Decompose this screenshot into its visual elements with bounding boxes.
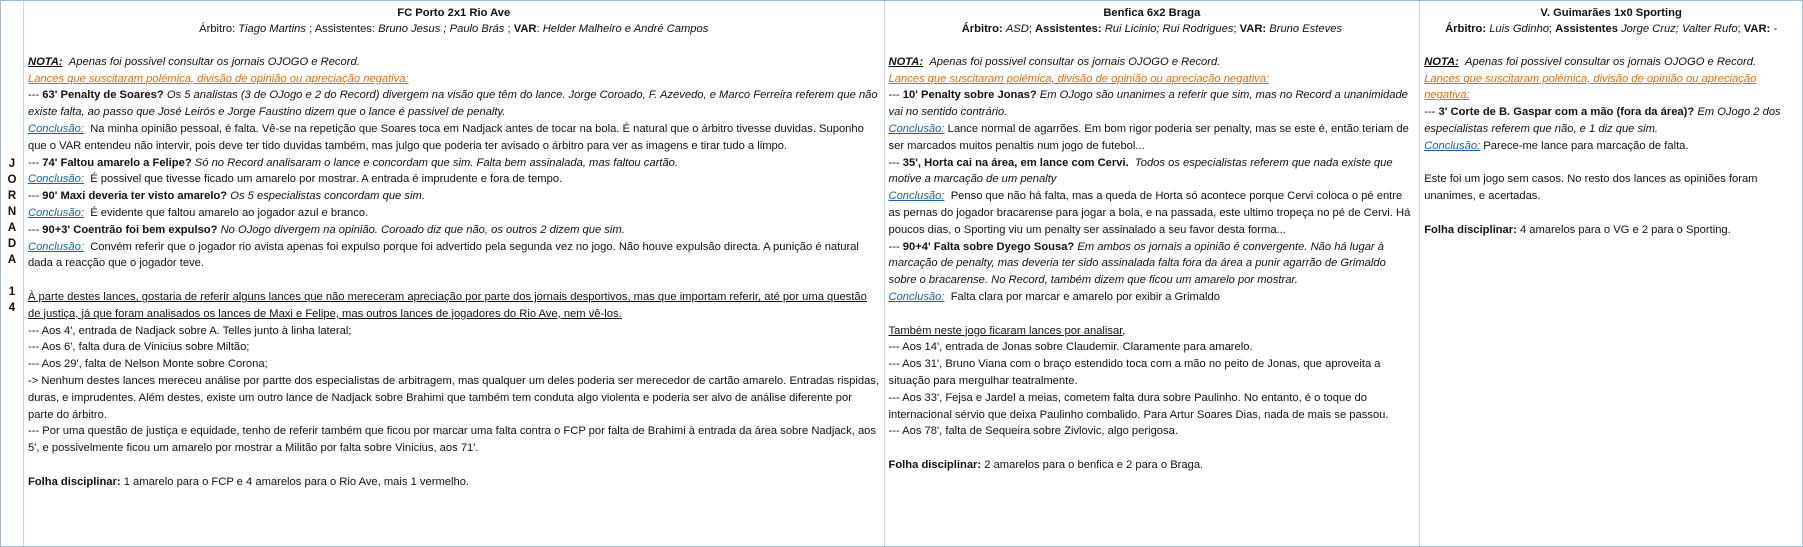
lances-heading: Lances que suscitaram polémica, divisão de opinião ou apreciação negativa:	[1424, 72, 1757, 102]
game-column-guimaraes-sporting	[1420, 1, 1802, 546]
referees-line: Árbitro: Tiago Martins ; Assistentes: Bruno Jesus ; Paulo Brás ; VAR: Helder Malheiro e André Campos	[199, 23, 709, 35]
conclusao-item: Conclusão: É evidente que faltou amarelo ao jogador azul e branco.	[27, 206, 369, 219]
game-title: Benfica 6x2 Braga	[1103, 7, 1201, 19]
extra-heading: Também neste jogo ficaram lances por analisar,	[888, 324, 1126, 337]
extra-line: --- Por uma questão de justiça e equidade, tenho de referir também que ficou por marcar uma falta contra o FCP por falta de Brahimi à entrada da área sobre Nadjack, aos 5', e possivelmente ficou um amarelo por mostrar a Militão por falta sobre Vinicius, aos 71'.	[27, 425, 876, 455]
extra-line: --- Aos 78', falta de Sequeira sobre Zivlovic, algo perigosa.	[888, 425, 1178, 438]
game-column-porto-rioave	[24, 1, 885, 546]
extra-heading: À parte destes lances, gostaria de referir alguns lances que não mereceram apreciação por parte dos jornais desportivos, mas que importam referir, até por uma questão de justiça, já que foram analisados os lances de Maxi e Felipe, mas outros lances de jogadores do Rio Ave, nem vê-los.	[27, 290, 867, 320]
folha-disciplinar: Folha disciplinar: 2 amarelos para o benfica e 2 para o Braga.	[888, 458, 1204, 471]
conclusao-item: Conclusão: Penso que não há falta, mas a queda de Horta só acontece porque Cervi coloca o pé entre as pernas do jogador bracarense para jogar a bola, e na passada, este ultimo tropeça no pé de Cervi. Há poucos dias, o Sporting viu um penalty ser assinalado a seu favor desta forma...	[888, 190, 1411, 236]
lance-item: --- 10' Penalty sobre Jonas? Em OJogo são unanimes a referir que sim, mas no Record a unanimidade vai no sentido contrário.	[888, 89, 1408, 119]
extra-line: --- Aos 4', entrada de Nadjack sobre A. Telles junto à linha lateral;	[27, 324, 352, 337]
lance-item: --- 90' Maxi deveria ter visto amarelo? Os 5 especialistas concordam que sim.	[27, 190, 425, 203]
extra-line: -> Nenhum destes lances mereceu análise por partte dos especialistas de arbitragem, mas qualquer um deles poderia ser merecedor de cartão amarelo. Entradas rispidas, duras, e imprudentes. Além destes, existe um outro lance de Nadjack sobre Brahimi que também tem conduta algo violenta e poderia ser alvo de análise diferente por parte do árbitro.	[27, 374, 879, 421]
conclusao-item: Conclusão: Lance normal de agarrões. Em bom rigor poderia ser penalty, mas se este é, então teriam de ser marcados muitos penaltis num jogo de futebol...	[888, 122, 1409, 152]
jornada-label: J O R N A D A 1 4	[7, 158, 17, 314]
lance-item: --- 74' Faltou amarelo a Felipe? Só no Record analisaram o lance e concordam que sim. Falta bem assinalada, mas faltou cartão.	[27, 156, 678, 169]
game-title: FC Porto 2x1 Rio Ave	[397, 7, 511, 19]
extra-line: --- Aos 29', falta de Nelson Monte sobre Corona;	[27, 358, 268, 371]
lance-item: --- 35', Horta cai na área, em lance com Cervi. Todos os especialistas referem que nada existe que motive a marcação de um penalty	[888, 156, 1393, 186]
extra-line: --- Aos 33', Fejsa e Jardel a meias, cometem falta dura sobre Paulinho. No entanto, é o toque do internacional sérvio que deixa Paulinho combalido. Para Artur Soares Dias, nada de mais se passou.	[888, 391, 1389, 421]
game-column-benfica-braga	[885, 1, 1421, 546]
jornada-column	[1, 1, 24, 546]
lances-heading: Lances que suscitaram polémica, divisão de opinião ou apreciação negativa:	[888, 72, 1270, 85]
conclusao-item: Conclusão: É possivel que tivesse ficado um amarelo por mostrar. A entrada é imprudente e fora de tempo.	[27, 173, 563, 186]
game-title: V. Guimarães 1x0 Sporting	[1540, 7, 1682, 19]
conclusao-item: Conclusão: Convém referir que o jogador rio avista apenas foi expulso porque foi advertido pela segunda vez no jogo. Não houve expulsão directa. A punição é natural dada a reacção que o jogador teve.	[27, 240, 859, 270]
lances-heading: Lances que suscitaram polémica, divisão de opinião ou apreciação negativa:	[27, 72, 409, 85]
extra-line: --- Aos 14', entrada de Jonas sobre Claudemir. Claramente para amarelo.	[888, 341, 1253, 354]
conclusao-item: Conclusão: Parece-me lance para marcação de falta.	[1424, 139, 1689, 152]
lance-item: --- 90+3' Coentrão foi bem expulso? No OJogo divergem na opinião. Coroado diz que não, os outros 2 dizem que sim.	[27, 223, 625, 236]
folha-disciplinar: Folha disciplinar: 1 amarelo para o FCP e 4 amarelos para o Rio Ave, mais 1 vermelho.	[27, 475, 470, 488]
referees-line: Árbitro: ASD; Assistentes: Rui Licinio; Rui Rodrigues; VAR: Bruno Esteves	[961, 23, 1343, 35]
extra-line: --- Aos 31', Bruno Viana com o braço estendido toca com a mão no peito de Jonas, que aproveita a situação para mergulhar teatralmente.	[888, 358, 1381, 387]
nota-line: NOTA: Apenas foi possivel consultar os jornais OJOGO e Record.	[1424, 55, 1757, 68]
nota-line: NOTA: Apenas foi possivel consultar os jornais OJOGO e Record.	[27, 55, 360, 68]
referees-line: Árbitro: Luis Gdinho; Assistentes Jorge Cruz; Valter Rufo; VAR: -	[1445, 23, 1778, 35]
conclusao-item: Conclusão: Falta clara por marcar e amarelo por exibir a Grimaldo	[888, 290, 1220, 303]
extra-line: --- Aos 6', falta dura de Vinicius sobre Miltão;	[27, 341, 250, 354]
nota-line: NOTA: Apenas foi possivel consultar os jornais OJOGO e Record.	[888, 55, 1221, 68]
lance-item: --- 63' Penalty de Soares? Os 5 analistas (3 de OJogo e 2 do Record) divergem na visão que têm do lance. Jorge Coroado, F. Azevedo, e Marco Ferreira referem que não existe falta, ao passo que José Leirós e Jorge Faustino dizem que o lance é passivel de penalty.	[27, 89, 878, 119]
conclusao-item: Conclusão: Na minha opinião pessoal, é falta. Vê-se na repetição que Soares toca em Nadjack antes de tocar na bola. É natural que o árbitro tivesse duvidas. Suponho que o VAR entendeu não intervir, pois deve ter tido duvidas também, mas julgo que poderia ter avisado o árbitro para ver as imagens e tirar tudo a limpo.	[27, 122, 864, 152]
lance-item: --- 90+4' Falta sobre Dyego Sousa? Em ambos os jornais a opinião é convergente. Não há lugar à marcação de penalty, mas deveria ter sido assinalada falta fora da área a punir agarrão de Grimaldo sobre o bracarense. No Record, também dizem que ficou um amarelo por mostrar.	[888, 240, 1386, 287]
game-note: Este foi um jogo sem casos. No resto dos lances as opiniões foram unanimes, e acertadas.	[1424, 173, 1758, 203]
lance-item: --- 3' Corte de B. Gaspar com a mão (fora da área)? Em OJogo 2 dos especialistas referem que não, e 1 diz que sim.	[1424, 106, 1781, 135]
folha-disciplinar: Folha disciplinar: 4 amarelos para o VG e 2 para o Sporting.	[1424, 223, 1731, 236]
